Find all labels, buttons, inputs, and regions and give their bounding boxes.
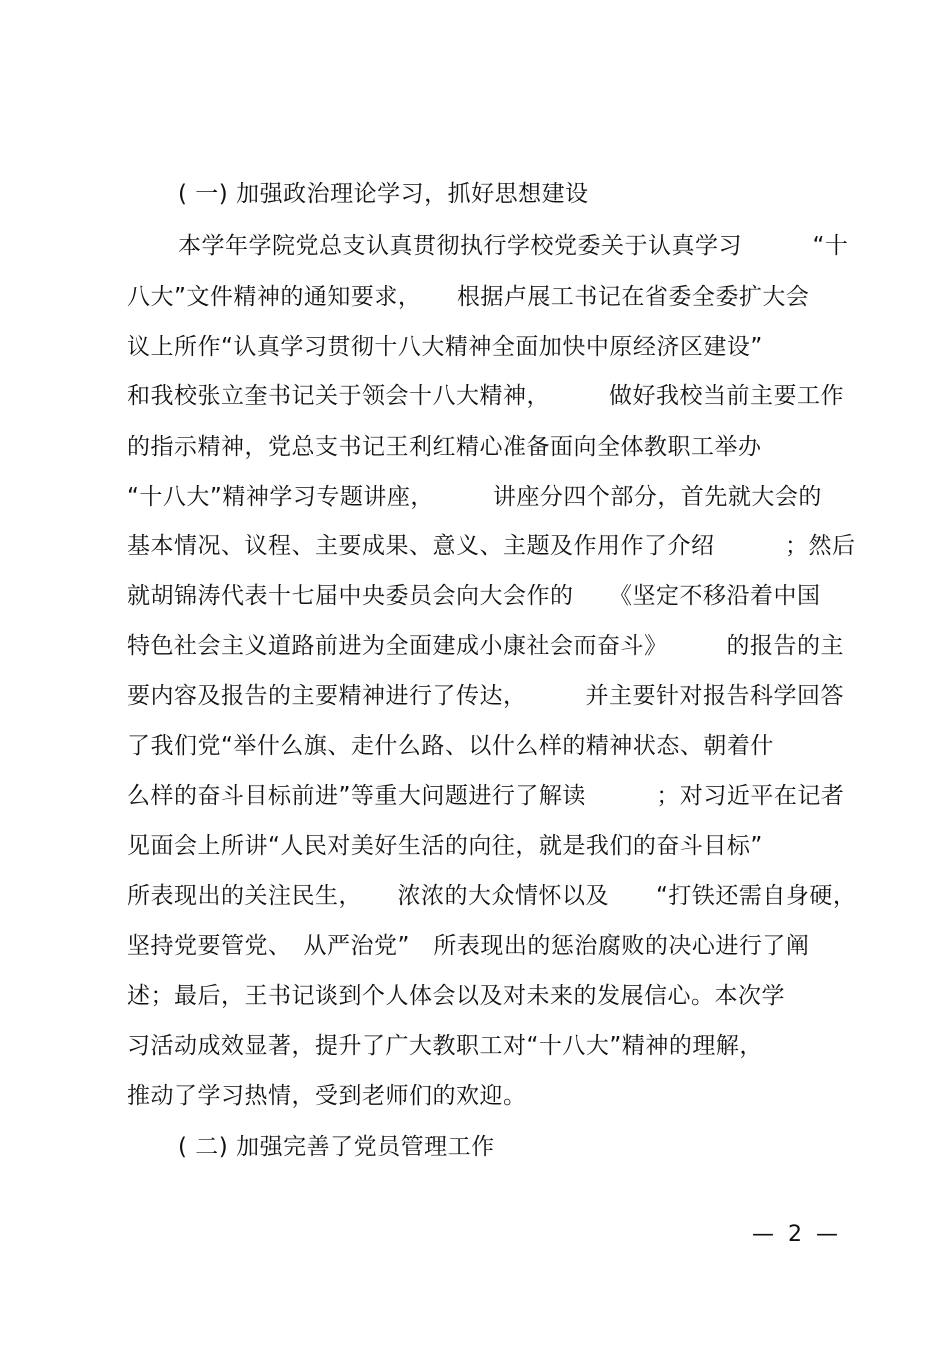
paragraph-line: 坚持党要管党、 从严治党” 所表现出的惩治腐败的决心进行了阐: [127, 933, 810, 959]
paragraph-line: 么样的奋斗目标前进”等重大问题进行了解读 ；对习近平在记者: [127, 783, 845, 809]
section-heading-2: ( 二) 加强完善了党员管理工作: [178, 1134, 495, 1160]
paragraph-line: 所表现出的关注民生， 浓浓的大众情怀以及 “打铁还需自身硬，: [127, 883, 857, 909]
paragraph-line: 基本情况、议程、主要成果、意义、主题及作用作了介绍 ；然后: [127, 533, 856, 559]
section-heading-1: ( 一) 加强政治理论学习，抓好思想建设: [178, 181, 589, 207]
paragraph-line: “十八大”精神学习专题讲座， 讲座分四个部分，首先就大会的: [127, 484, 822, 510]
paragraph-line: 推动了学习热情，受到老师们的欢迎。: [127, 1083, 527, 1109]
paragraph-line: 习活动成效显著，提升了广大教职工对“十八大”精神的理解，: [127, 1033, 763, 1059]
paragraph-line: 和我校张立奎书记关于领会十八大精神， 做好我校当前主要工作: [127, 383, 844, 409]
paragraph-line: 见面会上所讲“人民对美好生活的向往，就是我们的奋斗目标”: [127, 833, 763, 859]
paragraph-line: 本学年学院党总支认真贯彻执行学校党委关于认真学习 “十: [178, 233, 849, 259]
paragraph-line: 特色社会主义道路前进为全面建成小康社会而奋斗》 的报告的主: [127, 633, 844, 659]
paragraph-line: 了我们党“举什么旗、走什么路、以什么样的精神状态、朝着什: [127, 733, 774, 759]
page-number: — 2 —: [752, 1222, 838, 1247]
paragraph-line: 要内容及报告的主要精神进行了传达， 并主要针对报告科学回答: [127, 683, 844, 709]
paragraph-line: 述；最后，王书记谈到个人体会以及对未来的发展信心。本次学: [127, 983, 785, 1009]
paragraph-line: 议上所作“认真学习贯彻十八大精神全面加快中原经济区建设”: [127, 334, 763, 360]
paragraph-line: 就胡锦涛代表十七届中央委员会向大会作的 《坚定不移沿着中国: [127, 583, 821, 609]
paragraph-line: 的指示精神，党总支书记王利红精心准备面向全体教职工举办: [127, 434, 762, 460]
paragraph-line: 八大”文件精神的通知要求， 根据卢展工书记在省委全委扩大会: [127, 284, 810, 310]
